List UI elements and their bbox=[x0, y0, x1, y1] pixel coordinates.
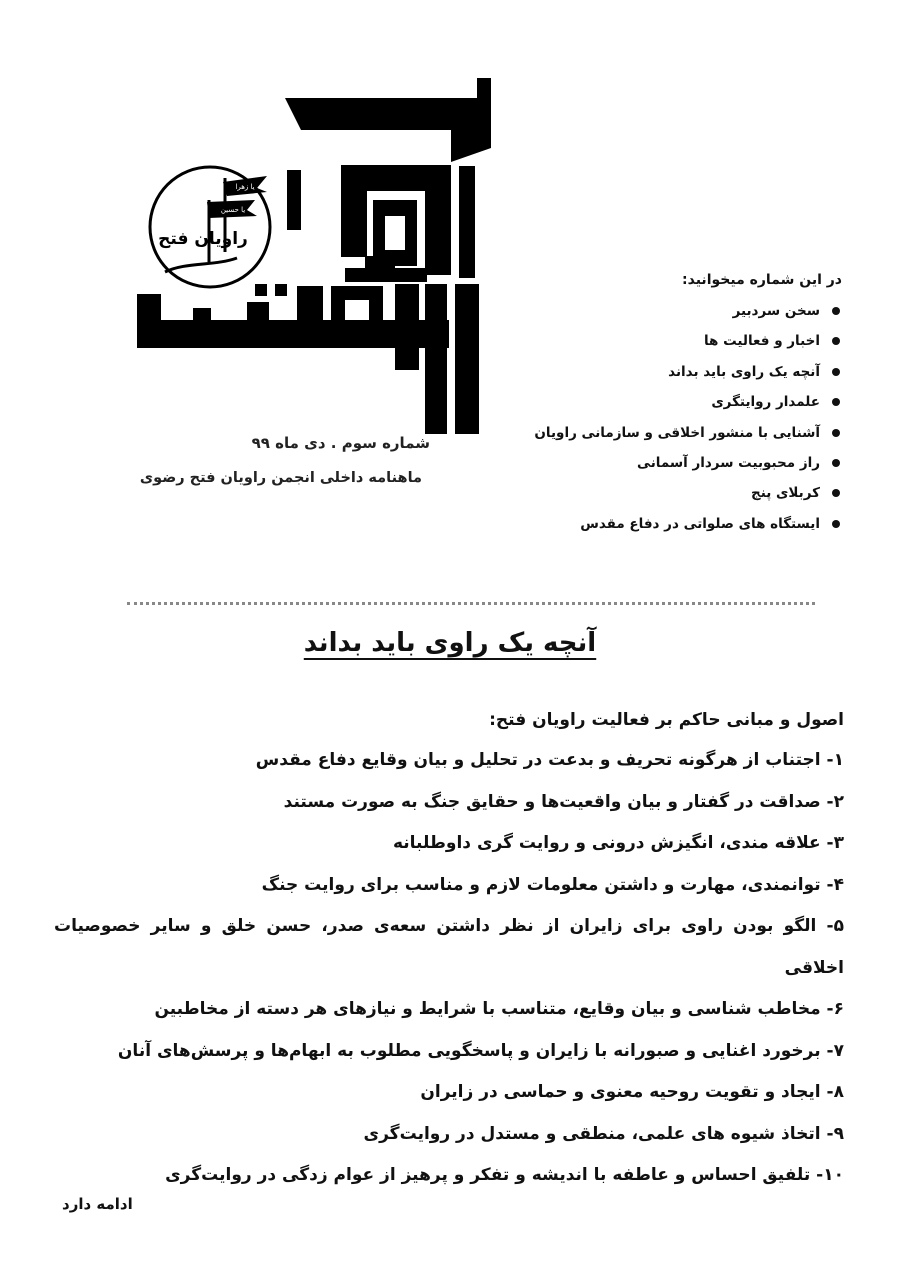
toc-item: کربلای پنج bbox=[522, 478, 842, 508]
dotted-divider bbox=[127, 602, 815, 605]
principle-item: ۷- برخورد اغنایی و صبورانه با زایران و پاسخگویی مطلوب به ابهام‌ها و پرسش‌های آنان bbox=[117, 1040, 844, 1061]
toc-heading: در این شماره میخوانید: bbox=[682, 272, 842, 288]
issue-info: شماره سوم . دی ماه ۹۹ bbox=[251, 434, 430, 452]
toc-list bbox=[522, 296, 842, 539]
seal-flag-text-1: یا زهرا bbox=[235, 183, 255, 191]
publisher-info: ماهنامه داخلی انجمن راویان فتح رضوی bbox=[139, 470, 422, 486]
table-of-contents bbox=[522, 272, 842, 539]
toc-item: آشنایی با منشور اخلاقی و سازمانی راویان bbox=[522, 418, 842, 448]
principle-item: ۴- توانمندی، مهارت و داشتن معلومات لازم و مناسب برای روایت جنگ bbox=[261, 874, 844, 895]
principle-item: ۶- مخاطب شناسی و بیان وقایع، متناسب با شرایط و نیازهای هر دسته از مخاطبین bbox=[154, 999, 844, 1019]
principle-item: ۱۰- تلفیق احساس و عاطفه با اندیشه و تفکر و پرهیز از عوام زدگی در روایت‌گری bbox=[165, 1165, 844, 1185]
article-title: آنچه یک راوی باید بداند bbox=[303, 628, 597, 658]
toc-item: آنچه یک راوی باید بداند bbox=[522, 357, 842, 387]
toc-item: اخبار و فعالیت ها bbox=[522, 326, 842, 356]
toc-item: ایستگاه های صلواتی در دفاع مقدس bbox=[522, 509, 842, 539]
principle-item: ۸- ایجاد و تقویت روحیه معنوی و حماسی در زایران bbox=[420, 1082, 844, 1102]
seal-flag-text-2: یا حسین bbox=[220, 206, 246, 214]
seal-text: راویان فتح bbox=[158, 229, 248, 249]
article-title-wrapper bbox=[0, 628, 900, 658]
principle-item: ۲- صداقت در گفتار و بیان واقعیت‌ها و حقایق جنگ به صورت مستند bbox=[283, 791, 844, 812]
toc-item: سخن سردبیر bbox=[522, 296, 842, 326]
toc-item: علمدار روایتگری bbox=[522, 387, 842, 417]
continued-note: ادامه دارد bbox=[62, 1195, 133, 1213]
toc-item: راز محبوبیت سردار آسمانی bbox=[522, 448, 842, 478]
article-body bbox=[54, 700, 844, 1197]
principle-item: ۱- اجتناب از هرگونه تحریف و بدعت در تحلیل و بیان وقایع دفاع مقدس bbox=[255, 750, 844, 770]
principle-item: ۹- اتخاذ شیوه های علمی، منطقی و مستدل در روایت‌گری bbox=[363, 1123, 844, 1144]
principles-list bbox=[54, 740, 844, 1197]
raviyan-fath-seal bbox=[145, 162, 275, 292]
principle-item: ۵- الگو بودن راوی برای زایران از نظر داشتن سعه‌ی صدر، حسن خلق و سایر خصوصیات اخلاقی bbox=[54, 916, 844, 978]
principle-item: ۳- علاقه مندی، انگیزش درونی و روایت گری داوطلبانه bbox=[392, 833, 844, 853]
article-intro: اصول و مبانی حاکم بر فعالیت راویان فتح: bbox=[489, 710, 844, 730]
